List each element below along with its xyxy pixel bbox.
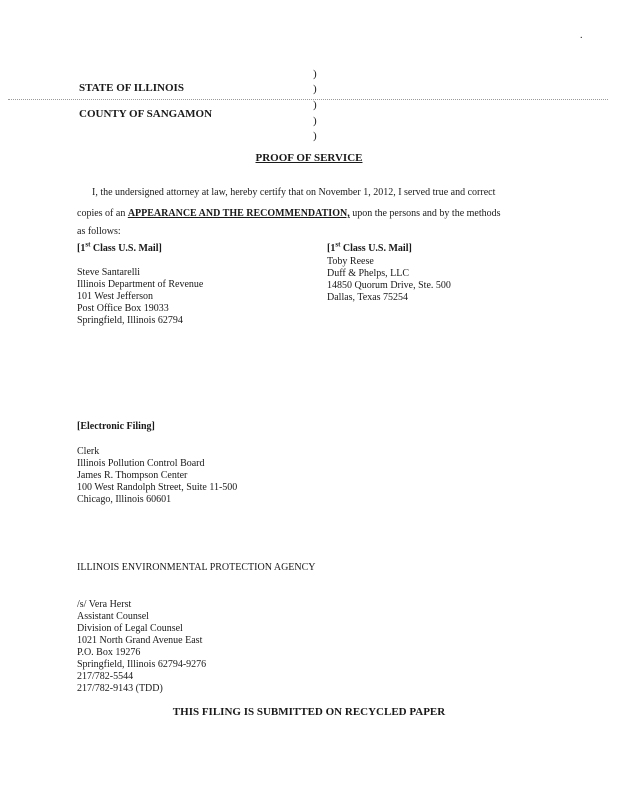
mail-method-left [77,240,162,255]
recipient-line: Steve Santarelli [77,267,141,278]
recycled-paper-notice: THIS FILING IS SUBMITTED ON RECYCLED PAPER [172,706,446,718]
paren: ) [313,115,317,127]
method-text: [1 [327,243,336,254]
signature-line: 217/782-5544 [77,671,134,682]
document-title: PROOF OF SERVICE [255,152,363,164]
paren: ) [313,130,317,142]
recipient-left [77,267,203,327]
recipient-line: Springfield, Illinois 62794 [77,315,183,326]
recipient-line: Duff & Phelps, LLC [327,268,410,279]
recipient-line: James R. Thompson Center [77,470,188,481]
intro-line-3: as follows: [77,226,121,237]
recipient-line: 100 West Randolph Street, Suite 11-500 [77,482,238,493]
intro-line-2 [77,208,501,220]
intro-line-1: I, the undersigned attorney at law, hereby certify that on November 1, 2012, I served true and correct [92,187,496,198]
signature-block [77,599,206,695]
recipient-line: Dallas, Texas 75254 [327,292,409,303]
method-text: [1 [77,243,86,254]
recipient-right [327,256,451,304]
paren: ) [313,99,317,111]
recipient-line: Clerk [77,446,100,457]
intro-text: copies of an [77,208,128,219]
method-text: Class U.S. Mail] [340,243,412,254]
method-sup: st [85,240,91,249]
method-sup: st [335,240,341,249]
recipient-line: 14850 Quorum Drive, Ste. 500 [327,280,451,291]
recipient-line: Illinois Pollution Control Board [77,458,205,469]
fax-artifact-line [8,99,608,100]
documents-served: APPEARANCE AND THE RECOMMENDATION, [127,208,350,219]
signature-line: 217/782-9143 (TDD) [77,683,163,694]
intro-text: upon the persons and by the methods [349,208,501,219]
recipient-line: Illinois Department of Revenue [77,279,204,290]
signature-line: Assistant Counsel [77,611,149,622]
electronic-method: [Electronic Filing] [77,421,155,432]
recipient-line: Toby Reese [327,256,374,267]
venue-parens [313,68,323,142]
signature-line: Division of Legal Counsel [77,623,183,634]
paren: ) [313,83,317,95]
recipient-line: Post Office Box 19033 [77,303,169,314]
signature-line: Springfield, Illinois 62794-9276 [77,659,207,670]
recipient-line: 101 West Jefferson [77,291,154,302]
recipient-line: Chicago, Illinois 60601 [77,494,172,505]
mail-method-right [327,240,412,255]
signature-line: /s/ Vera Herst [77,599,132,610]
paren: ) [313,68,317,80]
recipient-clerk [77,446,237,506]
signature-line: P.O. Box 19276 [77,647,141,658]
corner-mark: . [580,30,583,41]
state-label: STATE OF ILLINOIS [79,82,184,94]
signature-line: 1021 North Grand Avenue East [77,635,203,646]
county-label: COUNTY OF SANGAMON [79,108,213,120]
agency-name: ILLINOIS ENVIRONMENTAL PROTECTION AGENCY [77,562,316,573]
method-text: Class U.S. Mail] [90,243,162,254]
